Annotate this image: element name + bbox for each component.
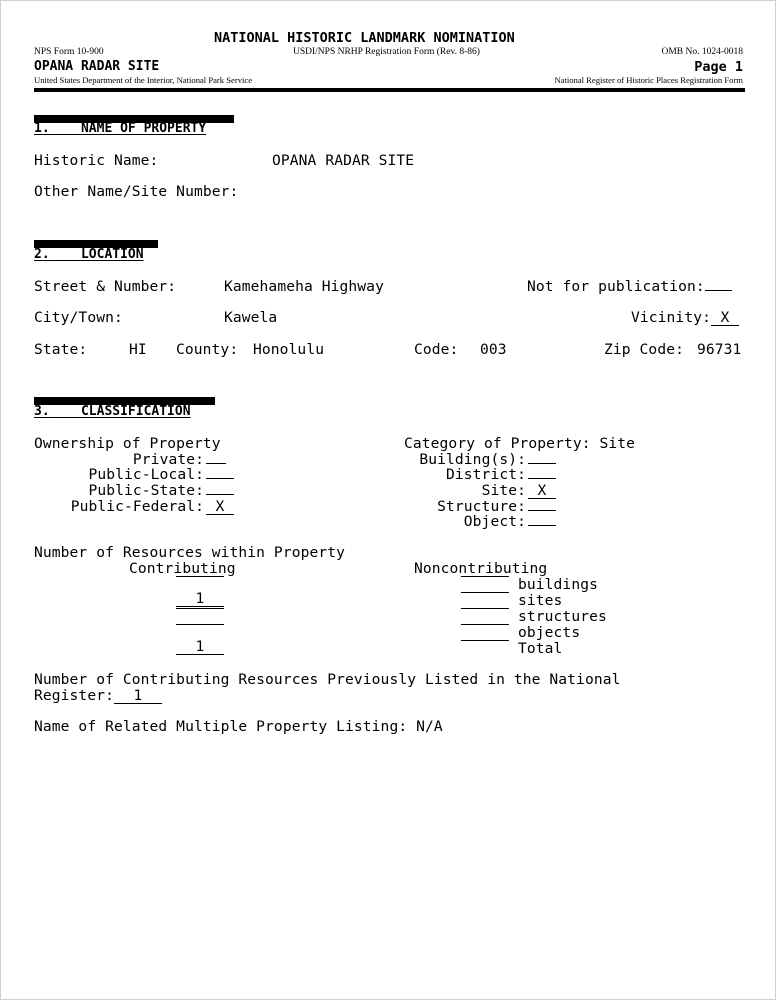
section3-title: 3. CLASSIFICATION <box>34 404 191 419</box>
header-rule <box>34 88 745 92</box>
contributing-total-value: 1 <box>176 640 224 655</box>
contributing-structures-value <box>176 608 224 609</box>
not-for-publication: Not for publication: <box>527 278 732 295</box>
not-for-publication-value <box>705 290 732 291</box>
code-value: 003 <box>480 341 507 358</box>
resource-type-objects: objects <box>518 624 581 641</box>
ownership-private-value <box>206 463 226 464</box>
code-label: Code: <box>414 341 459 358</box>
category-structure-label: Structure: <box>437 498 526 515</box>
omb-number: OMB No. 1024-0018 <box>661 47 743 57</box>
previously-listed-label: Number of Contributing Resources Previously Listed in the National <box>34 671 621 688</box>
related-listing-label: Name of Related Multiple Property Listing: <box>34 718 408 735</box>
noncontributing-label: Noncontributing <box>414 560 548 577</box>
state-value: HI <box>129 341 147 358</box>
related-listing-value: N/A <box>416 718 443 735</box>
category-site-label: Site: <box>481 482 526 499</box>
vicinity: Vicinity: X <box>631 309 739 326</box>
street-label: Street & Number: <box>34 278 177 295</box>
noncontributing-buildings-value <box>461 576 509 577</box>
category-site-value: X <box>528 484 556 499</box>
form-number: NPS Form 10-900 <box>34 47 104 57</box>
zip-label: Zip Code: <box>604 341 684 358</box>
noncontributing-structures-value <box>461 608 509 609</box>
resource-type-buildings: buildings <box>518 576 598 593</box>
resources-label: Number of Resources within Property <box>34 544 346 561</box>
contributing-objects-value <box>176 624 224 625</box>
category-structure-value <box>528 510 556 511</box>
noncontributing-sites-value <box>461 592 509 593</box>
category-buildings-value <box>528 463 556 464</box>
category-object-label: Object: <box>463 513 526 530</box>
category-district-label: District: <box>446 466 526 483</box>
street-value: Kamehameha Highway <box>224 278 384 295</box>
zip-value: 96731 <box>697 341 742 358</box>
department-label: United States Department of the Interior, National Park Service <box>34 75 253 85</box>
contributing-buildings-value <box>176 576 224 577</box>
register-label: National Register of Historic Places Registration Form <box>554 75 743 85</box>
related-listing <box>34 718 443 735</box>
resource-type-total: Total <box>518 640 563 657</box>
contributing-label: Contributing <box>129 560 236 577</box>
historic-name-value: OPANA RADAR SITE <box>272 152 415 169</box>
previously-listed-register: Register: 1 <box>34 687 162 704</box>
county-label: County: <box>176 341 239 358</box>
ownership-private-label: Private: <box>132 451 204 468</box>
county-value: Honolulu <box>253 341 325 358</box>
ownership-public-federal-value: X <box>206 500 234 515</box>
previously-listed-value: 1 <box>114 689 162 704</box>
resource-type-structures: structures <box>518 608 607 625</box>
ownership-public-federal-label: Public-Federal: <box>70 498 204 515</box>
city-label: City/Town: <box>34 309 123 326</box>
state-label: State: <box>34 341 88 358</box>
category-district-value <box>528 478 556 479</box>
contributing-sites-value: 1 <box>176 592 224 607</box>
category-label: Category of Property: Site <box>404 435 636 452</box>
historic-name-label: Historic Name: <box>34 152 159 169</box>
ownership-public-state-value <box>206 494 234 495</box>
ownership-public-local-label: Public-Local: <box>88 466 204 483</box>
ownership-public-state-label: Public-State: <box>88 482 204 499</box>
city-value: Kawela <box>224 309 278 326</box>
resource-type-sites: sites <box>518 592 563 609</box>
noncontributing-total-value <box>461 640 509 641</box>
ownership-label: Ownership of Property <box>34 435 221 452</box>
ownership-public-local-value <box>206 478 234 479</box>
noncontributing-objects-value <box>461 624 509 625</box>
page-label: Page 1 <box>694 59 743 75</box>
section2-title: 2. LOCATION <box>34 247 144 262</box>
registration-form-label: USDI/NPS NRHP Registration Form (Rev. 8-86) <box>293 47 480 57</box>
category-object-value <box>528 525 556 526</box>
section1-title: 1. NAME OF PROPERTY <box>34 121 207 136</box>
vicinity-value: X <box>711 311 739 326</box>
main-title: NATIONAL HISTORIC LANDMARK NOMINATION <box>214 30 515 46</box>
other-name-label: Other Name/Site Number: <box>34 183 239 200</box>
site-name-header: OPANA RADAR SITE <box>34 59 160 74</box>
category-buildings-label: Building(s): <box>419 451 526 468</box>
